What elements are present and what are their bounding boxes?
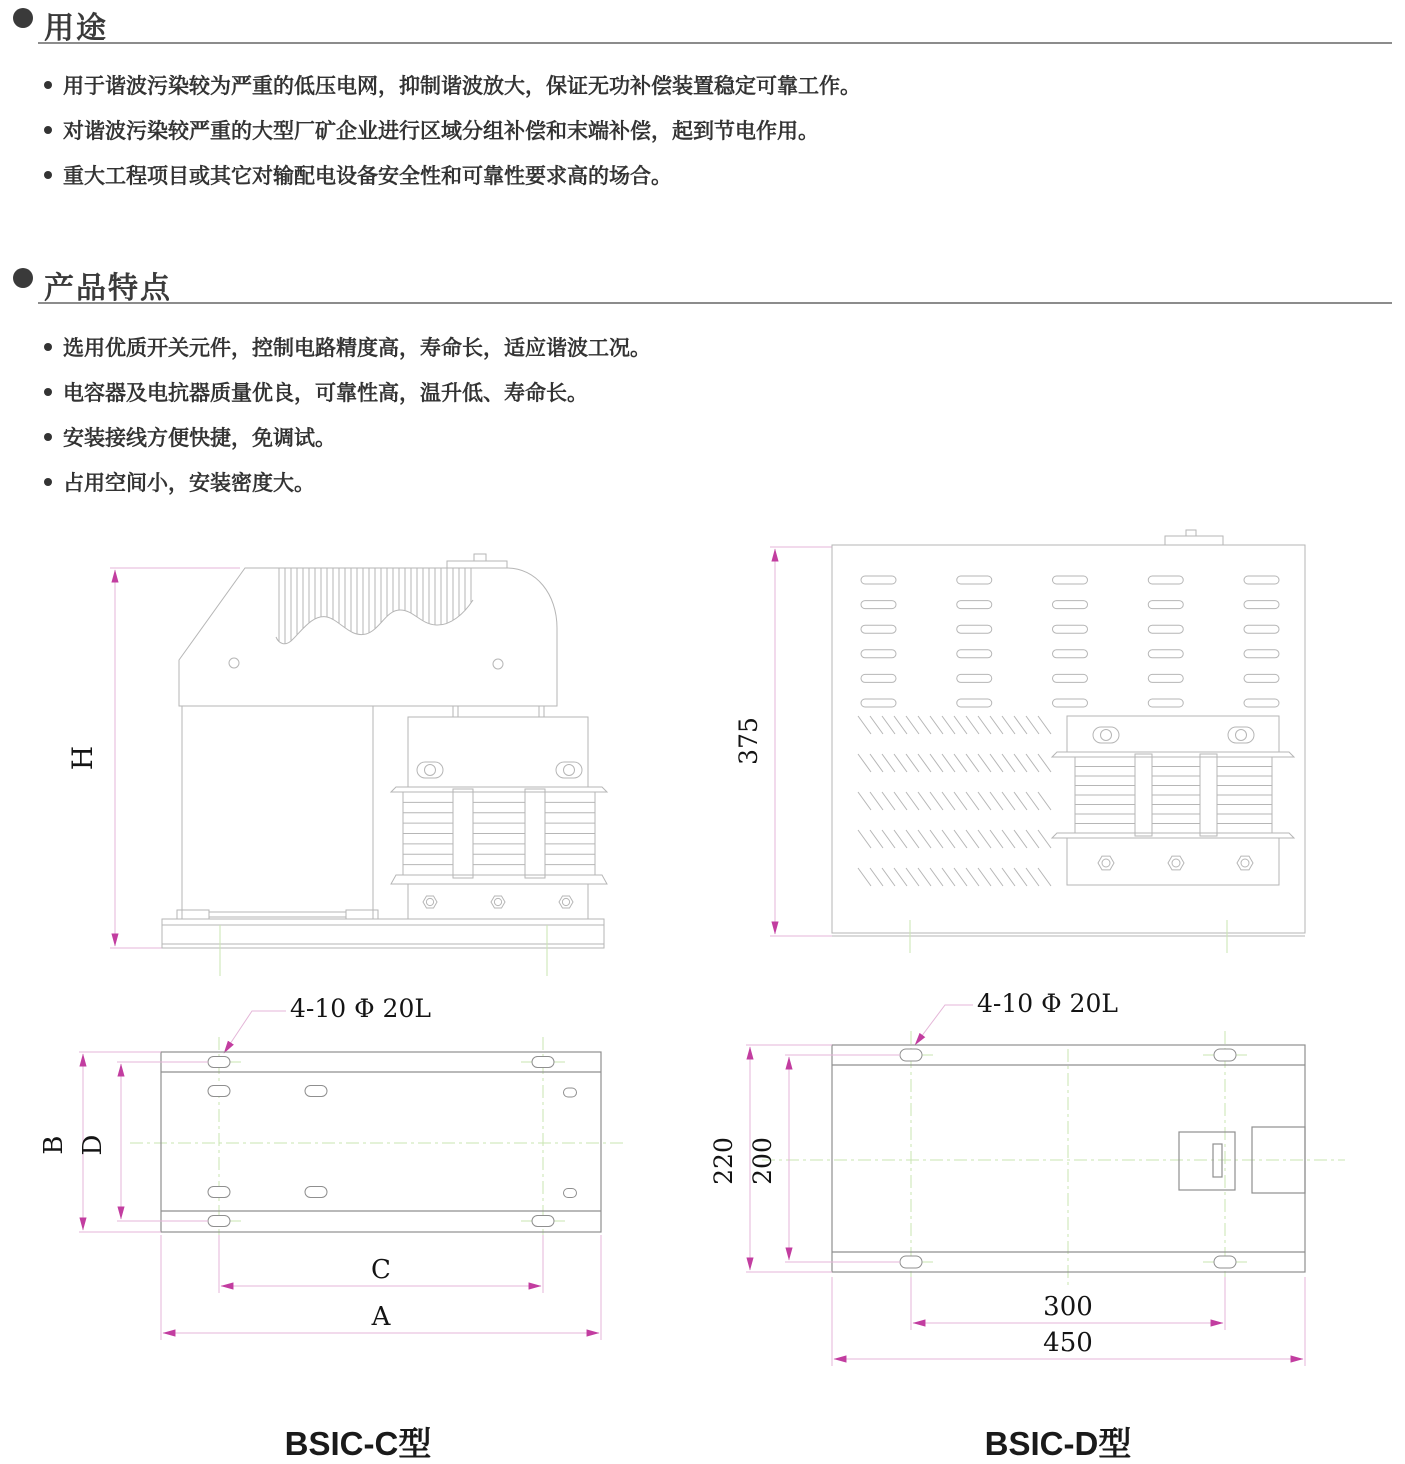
- usage-item: [44, 152, 861, 197]
- features-list: [44, 324, 651, 504]
- reactor-hangers: [453, 706, 544, 717]
- feature-item-text: 选用优质开关元件，控制电路精度高，寿命长，适应谐波工况。: [63, 336, 651, 360]
- capacitor-body-outline: [179, 568, 557, 706]
- louver-vents: [861, 576, 1279, 707]
- coil-laminations: [473, 802, 525, 864]
- foot-bar: [209, 912, 346, 917]
- coil-laminations: [1075, 767, 1135, 824]
- section-rule: [38, 42, 1392, 44]
- reactor-upper-plate: [391, 787, 607, 792]
- feature-item: [44, 369, 651, 414]
- bullet-dot-icon: [44, 343, 52, 351]
- hex-bolt: [559, 896, 573, 908]
- feature-item: [44, 414, 651, 459]
- bullet-dot-icon: [44, 126, 52, 134]
- terminal-stud: [474, 554, 486, 561]
- bullet-dot-icon: [44, 433, 52, 441]
- reactor-slot-hole: [556, 762, 582, 778]
- reactor-core: [1200, 754, 1217, 836]
- reactor-top-box: [408, 717, 588, 787]
- dim-label-height: 375: [734, 717, 763, 765]
- reactor-slot-hole: [1093, 727, 1119, 743]
- terminal-plate: [447, 561, 507, 568]
- bsic-c-side-view-drawing: [40, 540, 660, 990]
- hatch-area: [279, 568, 471, 652]
- leader-line: [915, 1005, 973, 1045]
- diagonal-vents: [858, 716, 1051, 886]
- dim-label-hole-span-depth: D: [78, 1134, 108, 1156]
- usage-item-text: 重大工程项目或其它对输配电设备安全性和可靠性要求高的场合。: [63, 164, 672, 188]
- reactor-upper-plate: [1052, 752, 1294, 757]
- bsic-c-caption: BSIC-C型: [284, 1425, 432, 1462]
- coil-laminations: [545, 802, 595, 864]
- feature-item: [44, 459, 651, 504]
- hex-bolt: [491, 896, 505, 908]
- usage-item-text: 用于谐波污染较为严重的低压电网，抑制谐波放大，保证无功补偿装置稳定可靠工作。: [63, 74, 861, 98]
- reactor-top-box: [1067, 716, 1279, 752]
- usage-item: [44, 107, 861, 152]
- hole-note: 4-10 Φ 20L: [977, 989, 1118, 1018]
- dim-label-outer-depth: 220: [709, 1137, 738, 1185]
- bsic-d-plan-view-drawing: [700, 985, 1360, 1405]
- feature-item-text: 占用空间小，安装密度大。: [63, 471, 315, 495]
- hole-note: 4-10 Φ 20L: [290, 994, 431, 1023]
- usage-list: [44, 62, 861, 197]
- reactor-slot-hole: [417, 762, 443, 778]
- leader-line: [224, 1011, 286, 1053]
- reactor-core: [525, 789, 545, 878]
- coil-laminations: [1152, 767, 1200, 824]
- bullet-dot-icon: [44, 81, 52, 89]
- hex-bolt: [1168, 856, 1184, 870]
- reactor-core: [1135, 754, 1152, 836]
- usage-item: [44, 62, 861, 107]
- bullet-dot-icon: [44, 478, 52, 486]
- bsic-c-plan-view-drawing: [40, 985, 680, 1357]
- dim-label-outer-width: A: [371, 1302, 391, 1332]
- body-hole: [493, 659, 503, 669]
- section-bullet-icon: [13, 268, 33, 288]
- section-title-usage: 用途: [44, 12, 108, 45]
- capacitor-can: [182, 706, 373, 919]
- dim-label-outer-depth: B: [39, 1135, 69, 1155]
- feature-item: [44, 324, 651, 369]
- section-rule: [38, 302, 1392, 304]
- dim-label-height: H: [66, 745, 99, 771]
- feature-item-text: 安装接线方便快捷，免调试。: [63, 426, 336, 450]
- hex-bolt: [423, 896, 437, 908]
- dim-label-hole-span-depth: 200: [748, 1137, 777, 1185]
- reactor-slot-hole: [1228, 727, 1254, 743]
- reactor-lower-plate: [1052, 833, 1294, 838]
- hex-bolt: [1098, 856, 1114, 870]
- enclosure-outline: [832, 545, 1305, 933]
- coil-laminations: [1217, 767, 1272, 824]
- base-plate-outline: [161, 1052, 601, 1232]
- bsic-d-front-view-drawing: [700, 525, 1360, 1000]
- bullet-dot-icon: [44, 171, 52, 179]
- section-bullet-icon: [13, 8, 33, 28]
- top-tab: [1165, 536, 1223, 545]
- body-hole: [229, 658, 239, 668]
- mounting-slots: [208, 1057, 577, 1227]
- reactor-lower-plate: [391, 875, 607, 884]
- reactor-core: [453, 789, 473, 878]
- terminal-block: [1179, 1132, 1235, 1190]
- hex-bolt: [1237, 856, 1253, 870]
- section-title-features: 产品特点: [44, 272, 172, 305]
- bsic-d-caption: BSIC-D型: [984, 1425, 1132, 1462]
- dim-label-hole-span-width: C: [371, 1255, 391, 1285]
- top-tab-stud: [1186, 530, 1196, 536]
- reactor-bottom-box: [408, 884, 588, 919]
- dim-label-hole-span-width: 300: [1043, 1292, 1093, 1322]
- dim-label-outer-width: 450: [1043, 1328, 1093, 1358]
- usage-item-text: 对谐波污染较严重的大型厂矿企业进行区域分组补偿和末端补偿，起到节电作用。: [63, 119, 819, 143]
- coil-laminations: [403, 802, 453, 864]
- feature-item-text: 电容器及电抗器质量优良，可靠性高，温升低、寿命长。: [63, 381, 588, 405]
- bullet-dot-icon: [44, 388, 52, 396]
